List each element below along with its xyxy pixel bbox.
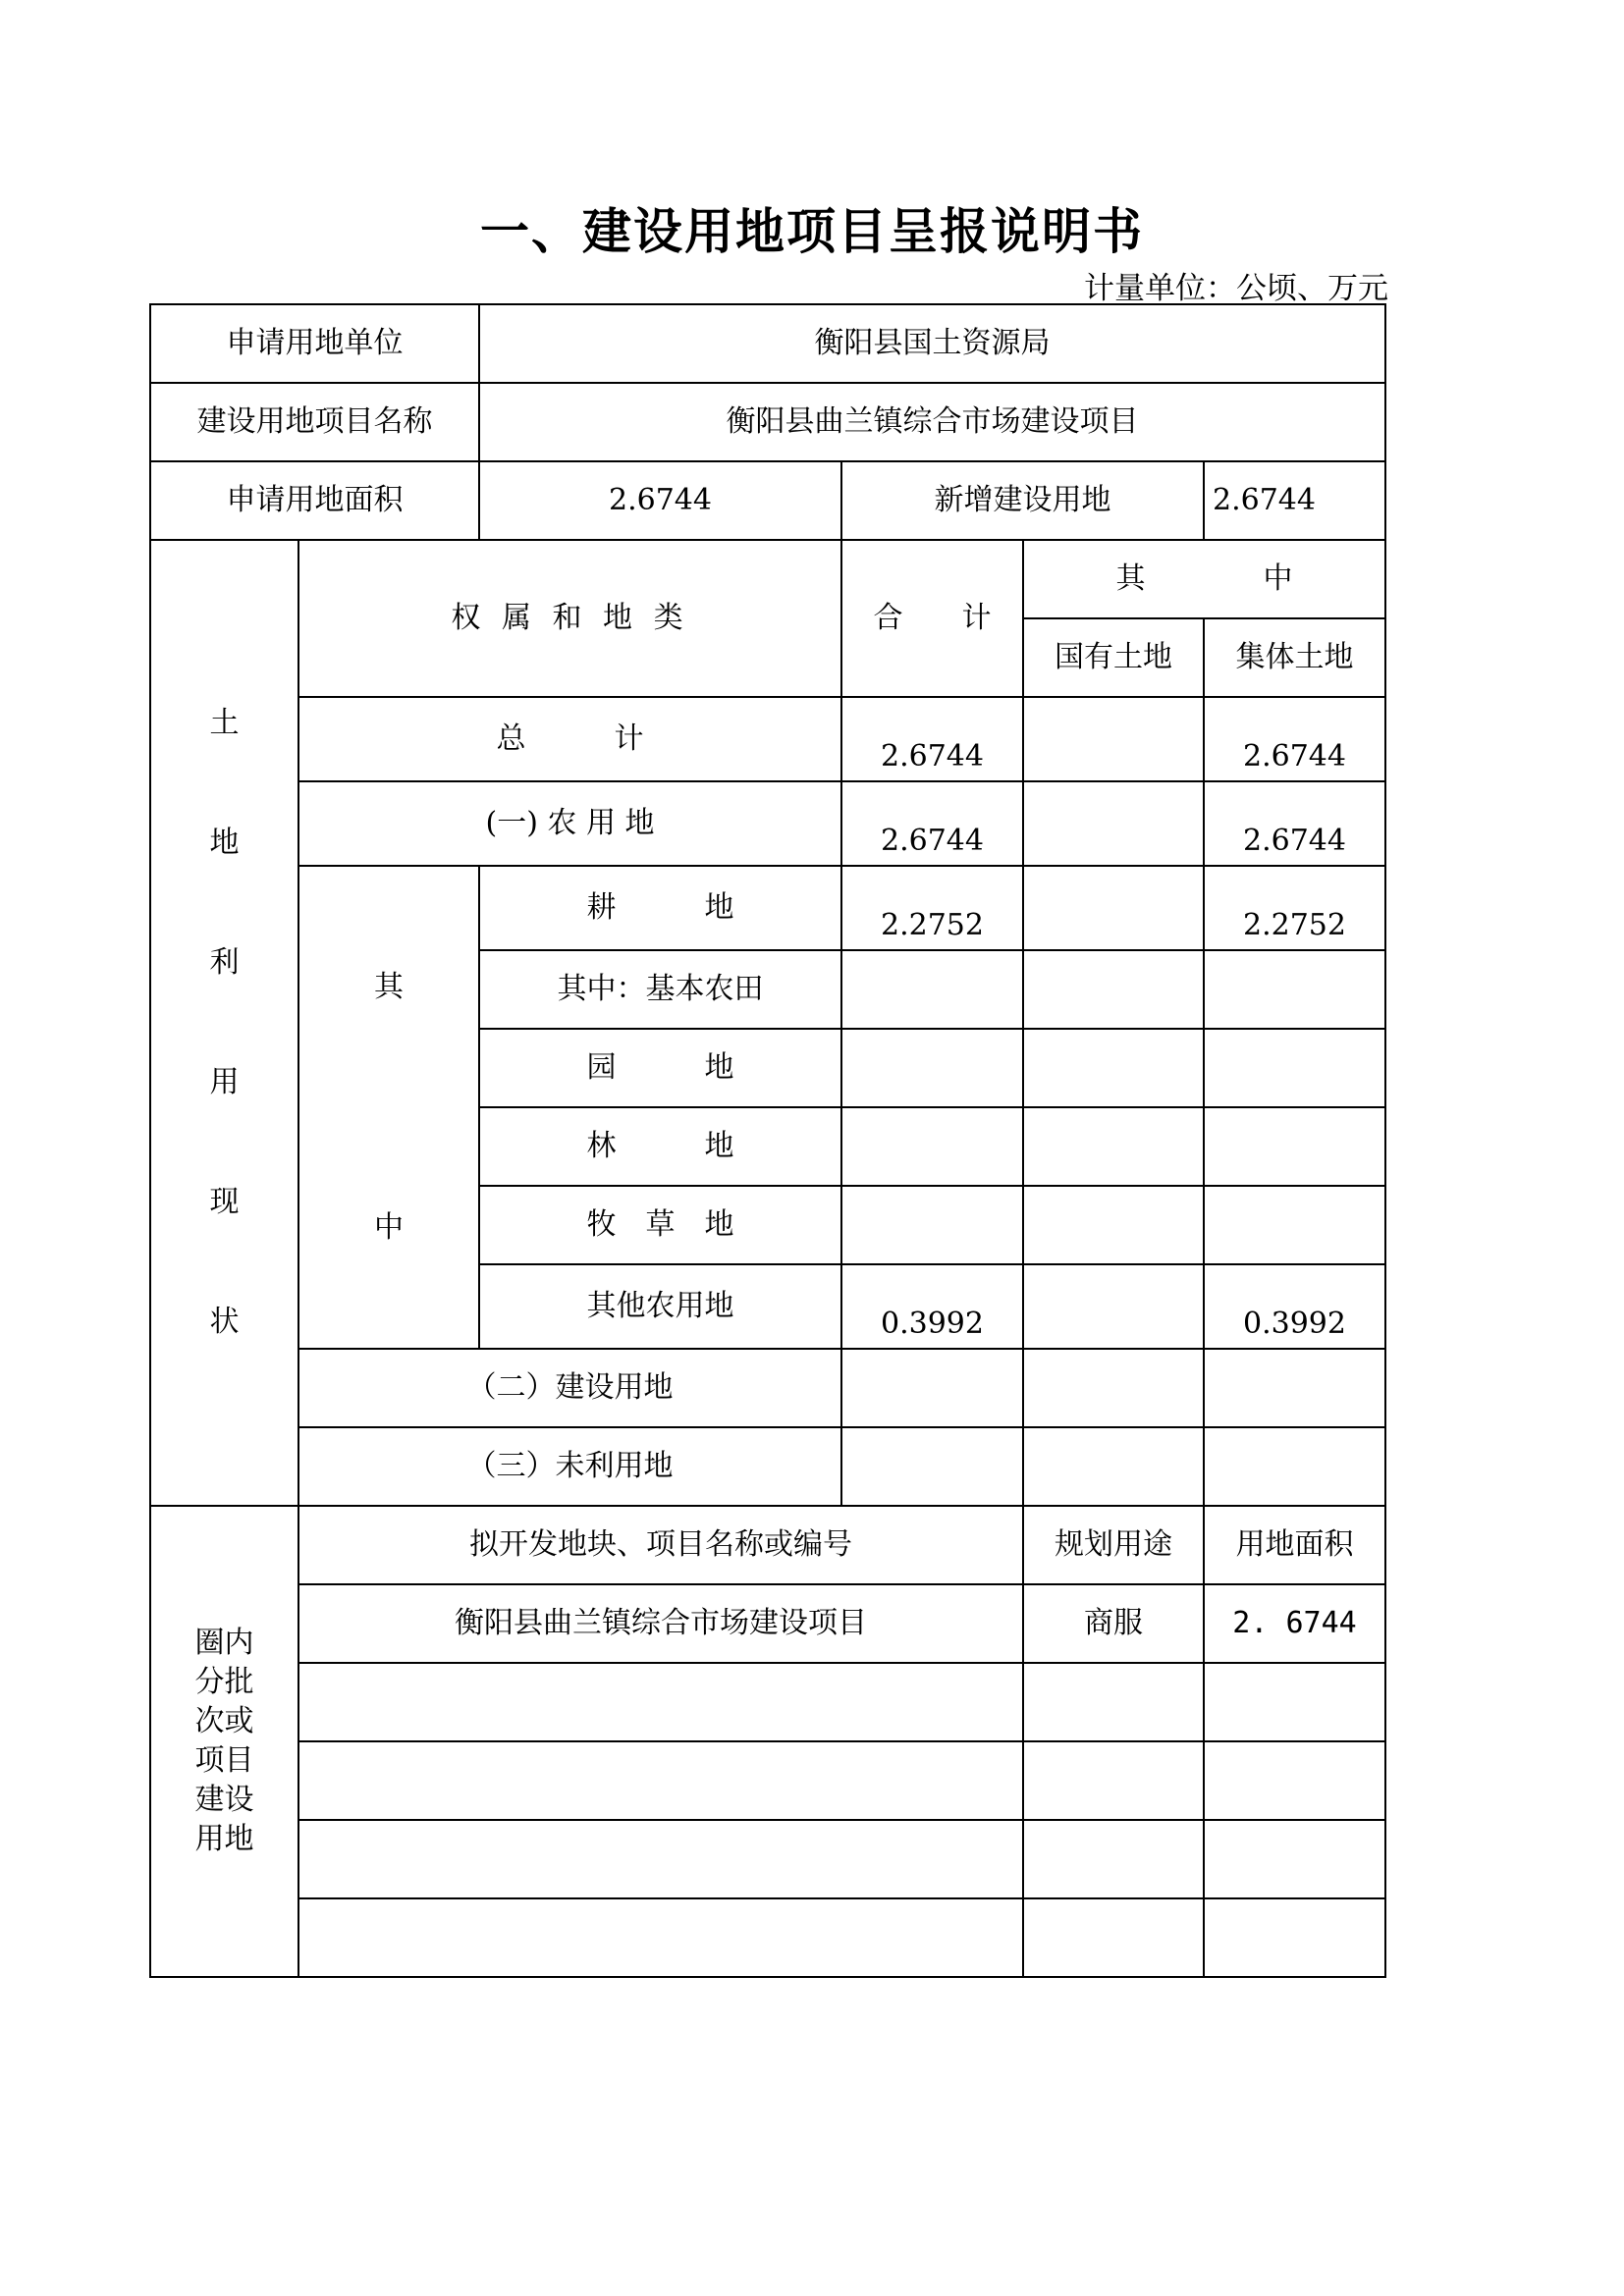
batch-purpose bbox=[1023, 1820, 1204, 1898]
collective-land-header: 集体土地 bbox=[1204, 618, 1385, 697]
new-land-value: 2.6744 bbox=[1204, 461, 1385, 540]
row-collective bbox=[1204, 1349, 1385, 1427]
row-label: （三）未利用地 bbox=[298, 1427, 841, 1506]
row-collective bbox=[1204, 1107, 1385, 1186]
row-label: 耕 地 bbox=[479, 866, 841, 950]
batch-label-line: 分批 bbox=[194, 1665, 254, 1699]
row-state bbox=[1023, 781, 1204, 866]
batch-purpose bbox=[1023, 1741, 1204, 1820]
table-row bbox=[150, 1663, 1385, 1741]
batch-area: 2. 6744 bbox=[1204, 1584, 1385, 1663]
row-total: 2.2752 bbox=[841, 866, 1023, 950]
section-char: 现 bbox=[209, 1185, 240, 1219]
batch-name bbox=[298, 1898, 1023, 1977]
batch-area bbox=[1204, 1741, 1385, 1820]
section-char: 状 bbox=[209, 1305, 240, 1339]
batch-name: 衡阳县曲兰镇综合市场建设项目 bbox=[298, 1584, 1023, 1663]
applicant-value: 衡阳县国土资源局 bbox=[479, 304, 1385, 383]
table-row bbox=[150, 866, 1385, 950]
batch-purpose bbox=[1023, 1898, 1204, 1977]
row-label: 总 计 bbox=[298, 697, 841, 781]
row-label: （二）建设用地 bbox=[298, 1349, 841, 1427]
row-total bbox=[841, 1029, 1023, 1107]
batch-section-label bbox=[150, 1506, 298, 1977]
land-use-header-row-1 bbox=[150, 540, 1385, 618]
project-name-value: 衡阳县曲兰镇综合市场建设项目 bbox=[479, 383, 1385, 461]
area-row bbox=[150, 461, 1385, 540]
batch-label-line: 圈内 bbox=[194, 1626, 254, 1660]
batch-purpose-header: 规划用途 bbox=[1023, 1506, 1204, 1584]
land-use-section-label bbox=[150, 540, 298, 1506]
row-state bbox=[1023, 1427, 1204, 1506]
batch-purpose bbox=[1023, 1663, 1204, 1741]
area-value: 2.6744 bbox=[479, 461, 841, 540]
row-collective: 2.6744 bbox=[1204, 697, 1385, 781]
row-total bbox=[841, 1427, 1023, 1506]
row-total bbox=[841, 1349, 1023, 1427]
state-land-header: 国有土地 bbox=[1023, 618, 1204, 697]
project-name-row bbox=[150, 383, 1385, 461]
row-label: 其中：基本农田 bbox=[479, 950, 841, 1029]
table-row bbox=[150, 1898, 1385, 1977]
page-title: 一、建设用地项目呈报说明书 bbox=[480, 203, 1144, 260]
row-total bbox=[841, 1107, 1023, 1186]
batch-purpose: 商服 bbox=[1023, 1584, 1204, 1663]
row-state bbox=[1023, 697, 1204, 781]
row-state bbox=[1023, 1107, 1204, 1186]
row-total: 2.6744 bbox=[841, 781, 1023, 866]
batch-area bbox=[1204, 1820, 1385, 1898]
table-row bbox=[150, 1584, 1385, 1663]
batch-header-row bbox=[150, 1506, 1385, 1584]
of-which-header: 其 中 bbox=[1023, 540, 1385, 618]
table-row bbox=[150, 1427, 1385, 1506]
row-collective: 0.3992 bbox=[1204, 1264, 1385, 1349]
row-total bbox=[841, 950, 1023, 1029]
batch-area bbox=[1204, 1663, 1385, 1741]
row-state bbox=[1023, 866, 1204, 950]
section-char: 土 bbox=[209, 706, 240, 740]
row-total bbox=[841, 1186, 1023, 1264]
batch-area-header: 用地面积 bbox=[1204, 1506, 1385, 1584]
row-state bbox=[1023, 1029, 1204, 1107]
unit-note: 计量单位：公顷、万元 bbox=[1084, 271, 1388, 306]
batch-label-line: 次或 bbox=[194, 1704, 254, 1738]
batch-label-line: 建设 bbox=[194, 1783, 254, 1817]
batch-name bbox=[298, 1663, 1023, 1741]
row-collective: 2.6744 bbox=[1204, 781, 1385, 866]
row-label: 其他农用地 bbox=[479, 1264, 841, 1349]
row-state bbox=[1023, 950, 1204, 1029]
row-label: 林 地 bbox=[479, 1107, 841, 1186]
table-row bbox=[150, 1820, 1385, 1898]
row-total: 2.6744 bbox=[841, 697, 1023, 781]
batch-name bbox=[298, 1741, 1023, 1820]
of-which-char: 其 bbox=[374, 970, 404, 1004]
row-collective: 2.2752 bbox=[1204, 866, 1385, 950]
table-row bbox=[150, 781, 1385, 866]
of-which-char: 中 bbox=[374, 1210, 404, 1245]
row-state bbox=[1023, 1264, 1204, 1349]
row-collective bbox=[1204, 1029, 1385, 1107]
applicant-label: 申请用地单位 bbox=[150, 304, 479, 383]
row-collective bbox=[1204, 1427, 1385, 1506]
batch-name bbox=[298, 1820, 1023, 1898]
row-state bbox=[1023, 1349, 1204, 1427]
project-name-label: 建设用地项目名称 bbox=[150, 383, 479, 461]
report-table bbox=[149, 303, 1386, 1978]
row-label: 牧 草 地 bbox=[479, 1186, 841, 1264]
batch-label-line: 项目 bbox=[194, 1743, 254, 1778]
table-row bbox=[150, 697, 1385, 781]
row-label: 园 地 bbox=[479, 1029, 841, 1107]
area-label: 申请用地面积 bbox=[150, 461, 479, 540]
of-which-label bbox=[298, 866, 479, 1349]
section-char: 用 bbox=[209, 1065, 240, 1099]
section-char: 地 bbox=[209, 826, 240, 860]
batch-name-header: 拟开发地块、项目名称或编号 bbox=[298, 1506, 1023, 1584]
total-header: 合 计 bbox=[841, 540, 1023, 697]
batch-label-line: 用地 bbox=[194, 1822, 254, 1856]
new-land-label: 新增建设用地 bbox=[841, 461, 1204, 540]
applicant-row bbox=[150, 304, 1385, 383]
row-total: 0.3992 bbox=[841, 1264, 1023, 1349]
ownership-header: 权 属 和 地 类 bbox=[298, 540, 841, 697]
row-label: (一) 农 用 地 bbox=[298, 781, 841, 866]
table-row bbox=[150, 1349, 1385, 1427]
row-state bbox=[1023, 1186, 1204, 1264]
batch-area bbox=[1204, 1898, 1385, 1977]
row-collective bbox=[1204, 950, 1385, 1029]
section-char: 利 bbox=[209, 945, 240, 980]
table-row bbox=[150, 1741, 1385, 1820]
row-collective bbox=[1204, 1186, 1385, 1264]
